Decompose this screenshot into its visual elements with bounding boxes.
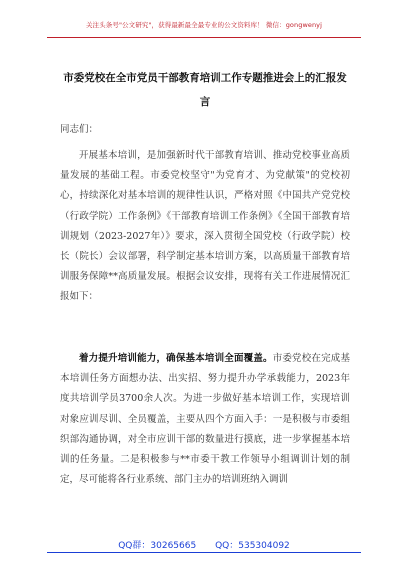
footer-qq: QQ：535304092	[215, 541, 290, 551]
footer-contacts	[0, 538, 408, 551]
paragraph-1: 开展基本培训，是加强新时代干部教育培训、推动党校事业高质量发展的基础工程。市委党校坚守"为党育才、为党献策"的党校初心，持续深化对基本培训的规律性认识，严格对照《中国共产党党校（行政学院）工作条例》《干部教育培训工作条例》《全国干部教育培训规划（2023-2027年）》要求，深入贯彻全国党校（行政学院）校长（院长）会议部署，科学制定基本培训方案，以高质量干部教育培训服务保障**高质量发展。根据会议安排，现将有关工作进展情况汇报如下：	[60, 150, 350, 303]
paragraph-2-body: 市委党校在完成基本培训任务方面想办法、出实招、努力提升办学承载能力，2023年度共培训学员3700余人次。为进一步做好基本培训工作，实现培训对象应训尽训、全员覆盖，主要从四个方面入手：一是积极与市委组织部沟通协调，对全市应训干部的数量进行摸底，进一步掌握基本培训的任务量。二是积极参与**市委干教工作领导小组调训计划的制定，尽可能将各行业系统、部门主办的培训班纳入调训	[60, 353, 350, 486]
salutation: 同志们：	[60, 124, 99, 135]
paragraph-2-lead: 着力提升培训能力，确保基本培训全面覆盖。	[79, 353, 273, 364]
document-title: 市委党校在全市党员干部教育培训工作专题推进会上的汇报发言	[63, 72, 347, 108]
header-banner: 关注头条号"公文研究"，获得最新最全最专业的公文资料库！ 微信：gongwenyj	[85, 21, 323, 29]
header-divider	[47, 37, 361, 38]
paragraph-2	[60, 349, 350, 490]
footer-divider	[47, 552, 361, 553]
footer-qq-group: QQ群：30265665	[118, 541, 197, 551]
